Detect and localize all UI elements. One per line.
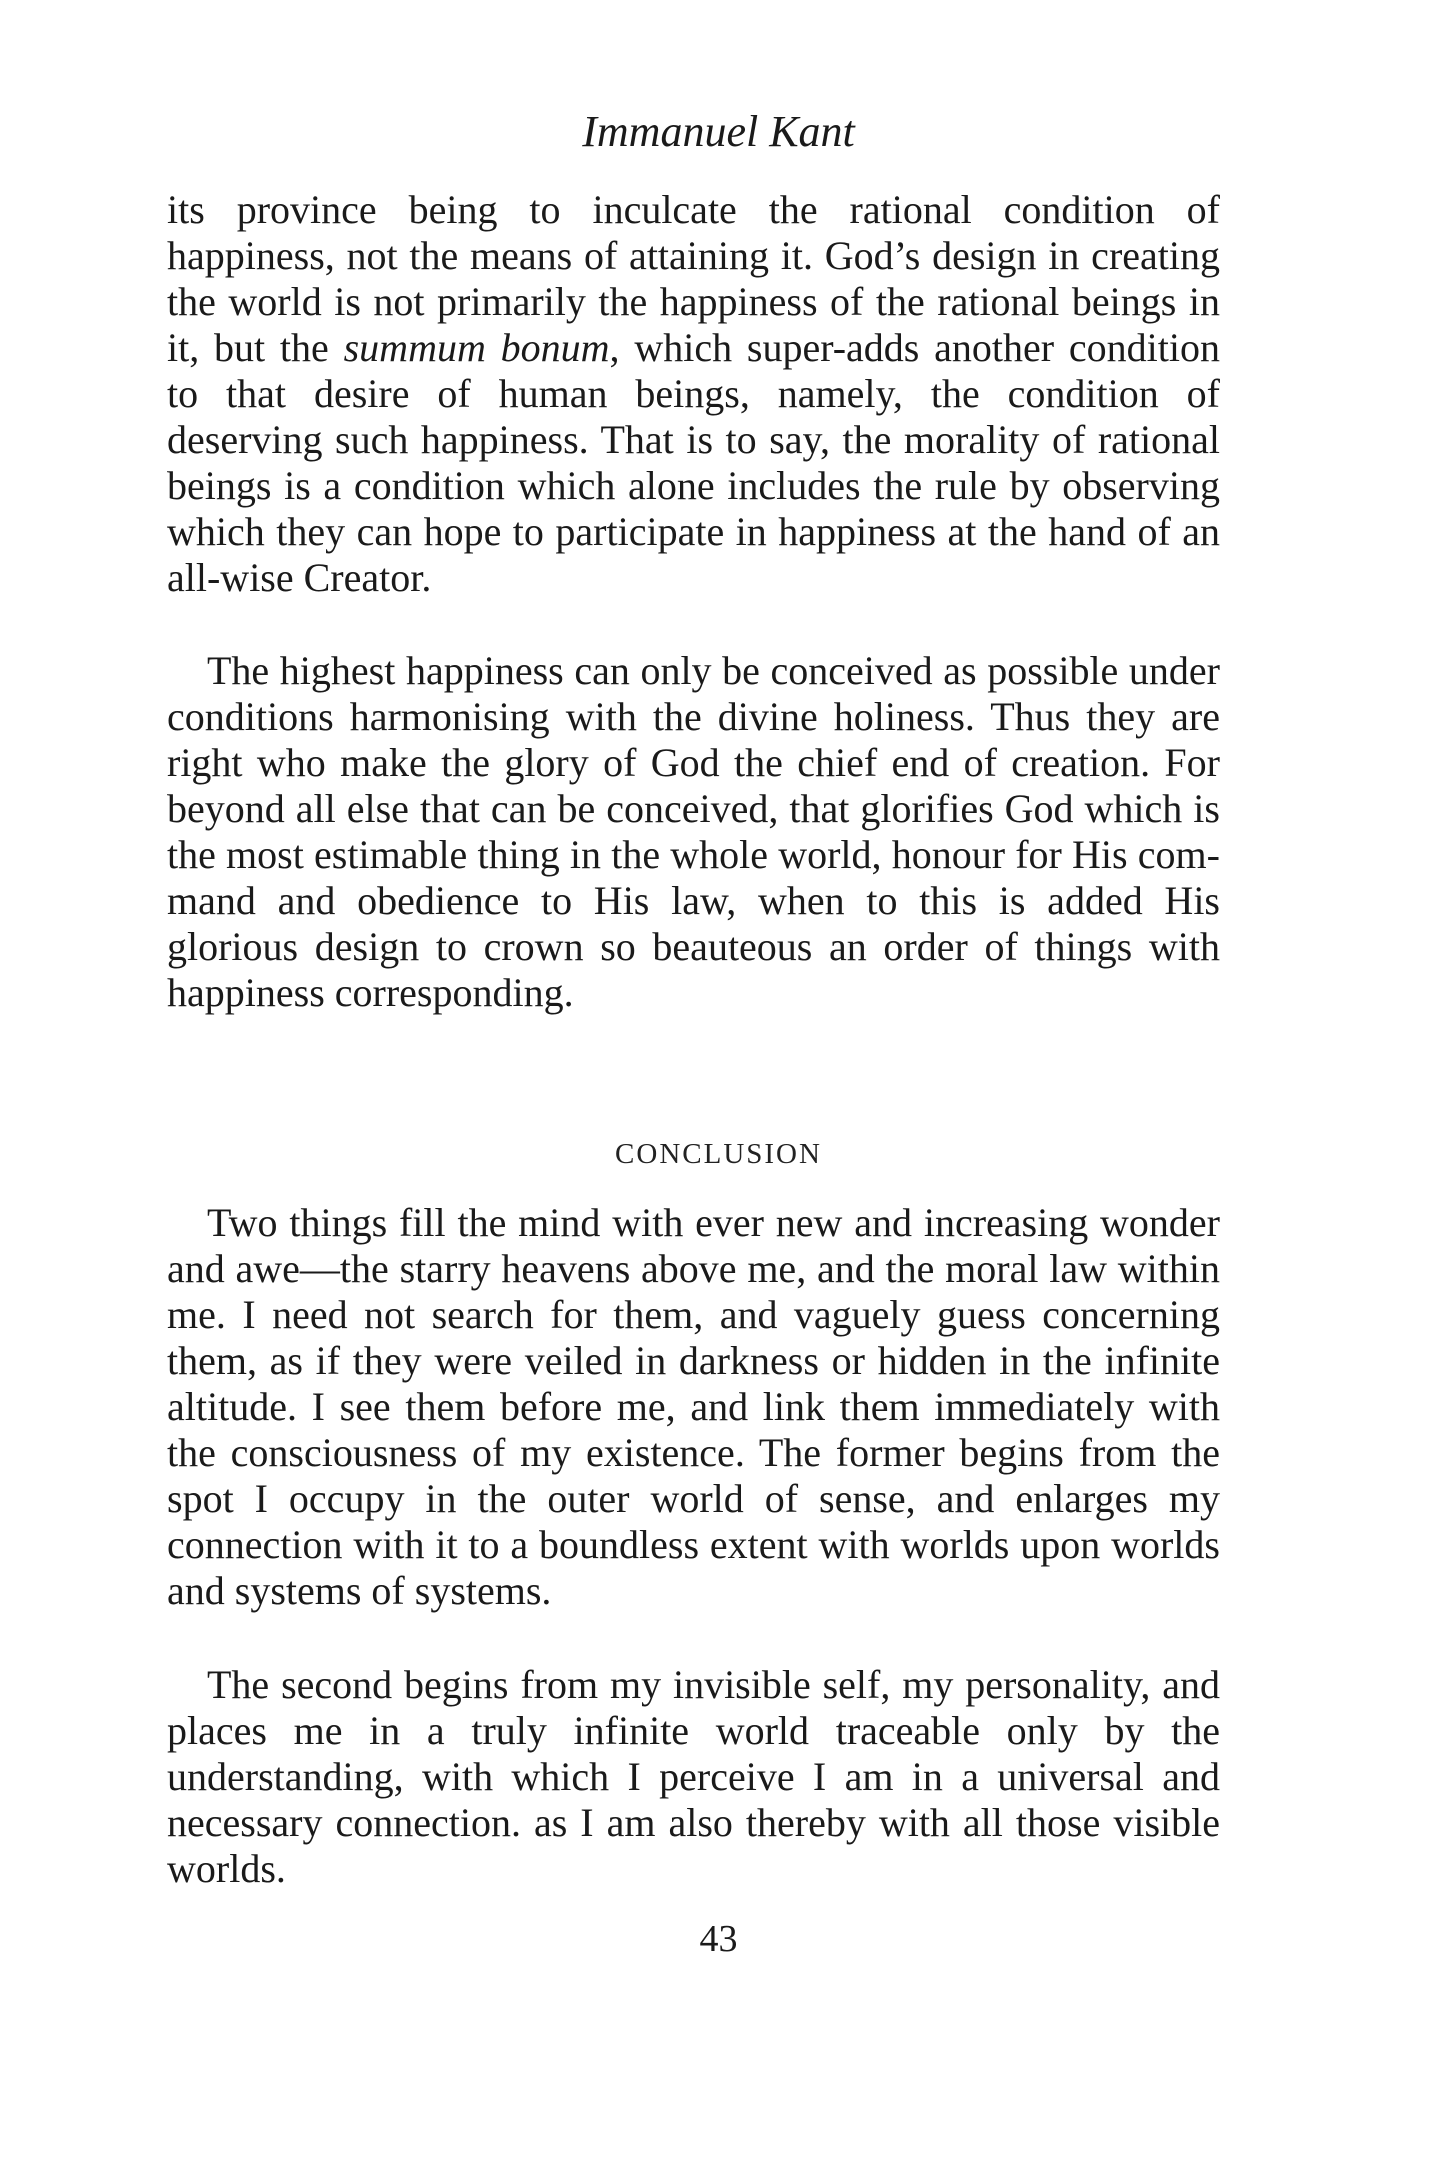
- conclusion-paragraph-1-text: Two things fill the mind with ever new and increasing wonder and awe—the starry heavens above me, and the moral law within me. I need not search for them, and vaguely guess concerning them, as if they were veiled in darkness or hidden in the infinite altitude. I see them before me, and link them immediately with the consciousness of my existence. The former begins from the spot I occupy in the outer world of sense, and enlarges my connection with it to a boundless extent with worlds upon worlds and systems of systems.: [167, 1200, 1220, 1613]
- page-number: 43: [699, 1918, 738, 1960]
- conclusion-paragraph-2-text: The second begins from my invisible self, my personality, and places me in a truly infinite world traceable only by the understanding, with which I perceive I am in a universal and necessary connection. as I am also thereby with all those visible worlds.: [167, 1662, 1220, 1891]
- running-head: Immanuel Kant: [582, 107, 855, 156]
- paragraph-2-text: The highest happiness can only be conceived as possible under conditions harmonising with the divine holiness. Thus they are right who make the glory of God the chief end of creation. For beyond all else that can be conceived, that glorifies God which is the most estimable thing in the whole world, honour for His command and obedience to His law, when to this is added His glorious design to crown so beauteous an order of things with happiness corresponding.: [167, 648, 1220, 1015]
- conclusion-paragraph-1: [167, 1200, 1220, 1614]
- body-paragraph-2: [167, 648, 1220, 1016]
- body-paragraph-1: [167, 187, 1220, 601]
- paragraph-1-text-end: , which super-adds another condition to that desire of human beings, namely, the condition of deserving such happiness. That is to say, the morality of rational beings is a condition which alone includes the rule by observing which they can hope to participate in happiness at the hand of an all-wise Creator.: [167, 325, 1220, 600]
- conclusion-paragraph-2: [167, 1662, 1220, 1892]
- paragraph-1-text-start: its province being to inculcate the rational condition of happiness, not the means of attaining it. God’s design in creating the world is not primarily the happiness of the rational beings in it, but the: [167, 187, 1220, 370]
- paragraph-1-latin-term: summum bonum: [343, 325, 610, 370]
- section-heading: CONCLUSION: [615, 1138, 822, 1170]
